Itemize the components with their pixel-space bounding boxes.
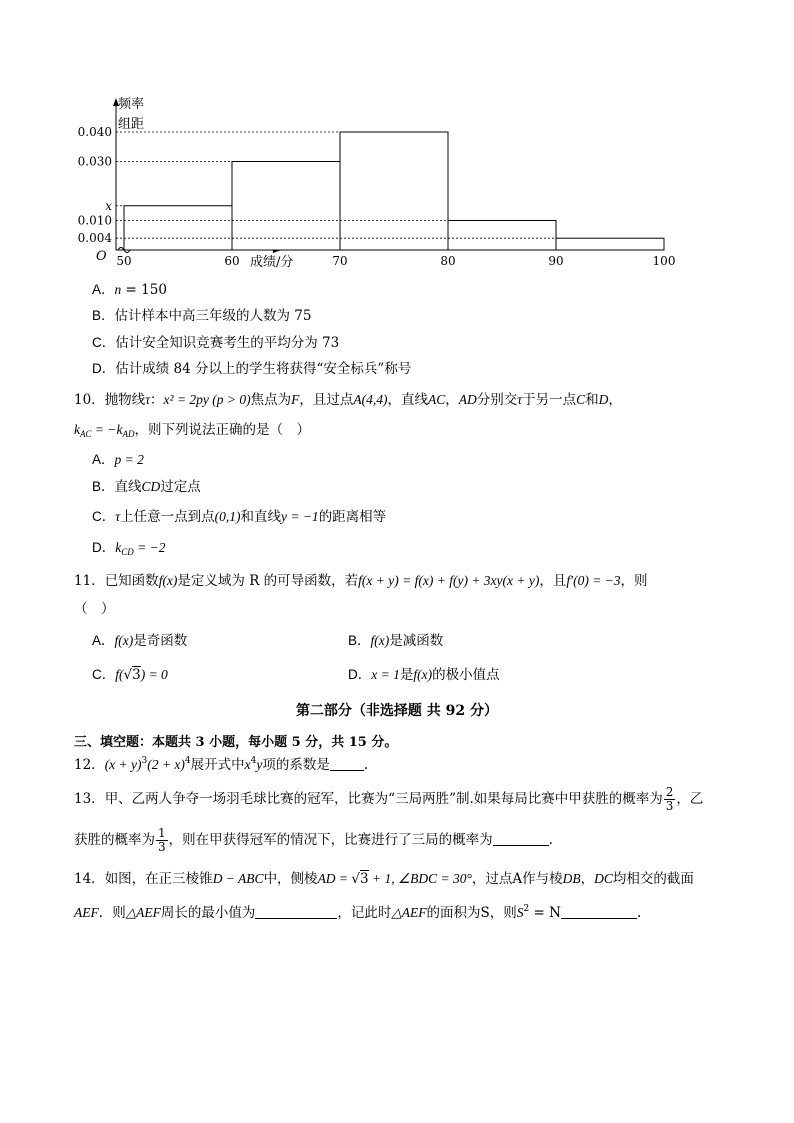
q12-text: 项的系数是 <box>262 757 330 773</box>
q10-option-d-label: D． <box>92 540 116 555</box>
q11-text: ，则 <box>620 573 648 589</box>
q12-expr2: (2 + x) <box>147 757 185 772</box>
x-tick-label: 100 <box>652 254 676 268</box>
q10-option-c-var: τ <box>115 509 121 524</box>
q11-option-c-label: C． <box>92 667 116 682</box>
q10-option-b-text: 过定点 <box>160 479 201 495</box>
q10-option-c-text: 的距离相等 <box>318 509 387 525</box>
y-tick-label: x <box>105 198 112 213</box>
q12-term-exp: 4 <box>250 756 257 766</box>
q11-option-c-text: ) = 0 <box>140 667 168 682</box>
q14-stem-line2 <box>74 900 641 922</box>
q11-option-a-f: f(x) <box>114 633 134 648</box>
q10-option-c-text: 和直线 <box>240 509 281 525</box>
q11-option-c: C．f(√3) = 0 <box>92 667 168 683</box>
q11-option-a <box>92 632 187 650</box>
chart-xlabel: 成绩/分 <box>250 255 294 270</box>
q10-text: 于另一点 <box>522 392 577 408</box>
q13-stem-line1 <box>74 786 703 813</box>
q14-section-aef: AEF <box>74 905 99 920</box>
chart-origin-label: O <box>96 249 107 264</box>
q11-option-d <box>348 666 500 684</box>
q14-edge-db: DB <box>562 871 581 886</box>
q14-number: 14． <box>74 871 105 887</box>
histogram-bar <box>232 162 340 251</box>
q13-text: ，则在甲获得冠军的情况下，比赛进行了三局的概率为 <box>168 832 493 848</box>
q9-option-c-label: C． <box>92 335 116 350</box>
q12-number: 12． <box>74 757 105 773</box>
q14-text: 中，侧棱 <box>263 871 318 887</box>
q13-text: 获胜的概率为 <box>74 832 155 848</box>
q14-triangle: △AEF <box>125 905 161 920</box>
q10-k-sub: AD <box>122 429 135 439</box>
q11-option-d-label: D． <box>348 667 372 682</box>
q10-option-b-label: B． <box>92 479 115 494</box>
q11-option-c-f: f( <box>115 667 124 682</box>
q13-end: . <box>548 832 553 848</box>
q10-point-c: C <box>576 392 586 407</box>
x-tick-label: 50 <box>116 254 132 268</box>
q10-parabola-eq: x² = 2py (p > 0) <box>163 392 251 407</box>
q10-option-b-var: CD <box>141 479 161 494</box>
q11-option-b <box>348 632 443 650</box>
q14-edge-dc: DC <box>594 871 613 886</box>
chart-ylabel-top: 频率 <box>118 97 145 112</box>
q10-line-ac: AC <box>428 392 446 407</box>
q14-area-s: S <box>480 905 490 921</box>
q9-option-a-text: = 150 <box>121 282 167 298</box>
q11-option-b-f: f(x) <box>370 633 390 648</box>
q12-term2: y <box>256 757 263 772</box>
q12-exp1: 3 <box>141 756 148 766</box>
q9-option-d-label: D． <box>92 361 116 376</box>
q10-option-a-text: p = 2 <box>114 452 144 467</box>
q14-angle-eq: + 1, ∠BDC = 30° <box>368 871 472 886</box>
q12-expr1: (x + y) <box>104 757 142 772</box>
x-tick-label: 60 <box>224 254 240 268</box>
q14-text: 如图，在正三棱锥 <box>104 871 213 887</box>
y-tick-label: 0.004 <box>77 231 112 246</box>
q10-option-d-sub: CD <box>121 547 134 557</box>
part2-title: 第二部分（非选择题 共 92 分） <box>295 703 499 719</box>
q10-point-d: D <box>598 392 609 407</box>
histogram-chart <box>70 92 676 272</box>
x-tick-label: 90 <box>548 254 564 268</box>
section3-header: 三、填空题：本题共 3 小题，每小题 5 分，共 15 分。 <box>74 735 398 750</box>
q10-line-ad: AD <box>458 392 477 407</box>
q11-text: 已知函数 <box>104 573 159 589</box>
q9-option-a <box>92 281 167 299</box>
q10-k-sub: AC <box>80 429 92 439</box>
y-tick-label: 0.040 <box>77 125 112 139</box>
q10-tau: τ <box>145 392 151 407</box>
q10-text: ，则下列说法正确的是（ ） <box>134 422 310 438</box>
q11-number: 11． <box>74 573 105 589</box>
q14-text: ．则 <box>98 905 126 921</box>
q11-option-d-x: x = 1 <box>371 667 400 682</box>
q12-term: x <box>244 757 251 772</box>
q10-text: ，且过点 <box>299 392 354 408</box>
q10-option-c <box>92 508 386 526</box>
q11-option-b-label: B． <box>348 633 371 648</box>
q10-option-b <box>92 478 201 496</box>
q14-stem-line1: 14．如图，在正三棱锥D − ABC中，侧棱AD = √3 + 1, ∠BDC = 30°，过点A作与棱DB，DC均相交的截面 <box>74 871 694 887</box>
q9-option-c-text: 估计安全知识竞赛考生的平均分为 73 <box>115 335 340 351</box>
q14-s-exp: 2 <box>523 904 530 914</box>
q11-option-d-f: f(x) <box>413 667 433 682</box>
q11-option-c-radicand: 3 <box>132 667 141 683</box>
q11-text: ，且 <box>539 573 567 589</box>
histogram-bar <box>340 132 448 250</box>
q10-k-eq: = −k <box>91 422 123 437</box>
histogram-bar <box>556 238 664 250</box>
q11-functional-eq: f(x + y) = f(x) + f(y) + 3xy(x + y) <box>358 573 540 588</box>
q14-end: . <box>636 905 642 921</box>
histogram-bar <box>124 206 232 250</box>
q11-fx: f(x) <box>158 573 178 588</box>
q14-text: ，过点 <box>471 871 513 887</box>
q11-option-b-text: 是减函数 <box>389 633 444 649</box>
q11-option-a-text: 是奇函数 <box>133 633 188 649</box>
q14-pyramid: D − ABC <box>212 871 264 886</box>
y-tick-label: 0.010 <box>77 213 112 228</box>
q10-text: ： <box>150 392 164 408</box>
q9-option-c <box>92 334 339 352</box>
q13-text: ，乙 <box>676 791 704 807</box>
q10-text: ， <box>608 392 622 408</box>
q12-text: 展开式中 <box>190 757 245 773</box>
q14-text: 均相交的截面 <box>612 871 694 887</box>
q10-option-d-k: k <box>115 540 122 555</box>
q11-condition: f′(0) = −3 <box>566 573 621 588</box>
q13-answer-blank[interactable] <box>493 831 549 846</box>
q12-end: . <box>363 757 369 773</box>
q14-text: ， <box>580 871 595 887</box>
q10-focus: F <box>291 392 300 407</box>
q14-ad-eq: AD = <box>317 871 352 886</box>
histogram-bar <box>448 221 556 251</box>
q10-text: 焦点为 <box>250 392 292 408</box>
q10-option-d-text: = −2 <box>133 540 166 555</box>
q11-stem-line2: （ ） <box>74 601 115 617</box>
q12-exp2: 4 <box>184 756 191 766</box>
q10-option-b-text: 直线 <box>114 479 142 495</box>
q10-k: k <box>74 422 80 437</box>
q10-point-a: A(4,4) <box>353 392 388 407</box>
q10-text: 和 <box>585 392 599 408</box>
q14-text: ，记此时 <box>337 905 392 921</box>
q11-option-d-text: 是 <box>399 667 414 683</box>
q10-stem-line1 <box>74 391 622 409</box>
q10-option-c-line: y = −1 <box>280 509 319 524</box>
q14-s-squared: S <box>516 905 524 920</box>
y-tick-label: 0.030 <box>77 154 112 169</box>
q11-option-d-text: 的极小值点 <box>432 667 500 683</box>
q13-fraction-1-3 <box>156 827 168 854</box>
q14-radicand: 3 <box>360 871 369 887</box>
q13-frac-num: 1 <box>158 826 166 840</box>
q9-option-b <box>92 307 312 325</box>
x-tick-label: 80 <box>440 254 456 268</box>
q10-number: 10． <box>74 392 105 408</box>
q10-option-d <box>92 539 166 561</box>
q10-text: 抛物线 <box>104 392 146 408</box>
q10-text: 分别交 <box>476 392 518 408</box>
q10-stem-line2 <box>74 421 310 443</box>
q14-point-a: A <box>512 871 523 887</box>
q13-frac-num: 2 <box>665 785 674 799</box>
q10-option-c-text: 上任意一点到点 <box>120 509 215 525</box>
q10-text: ，直线 <box>387 392 429 408</box>
q9-option-b-label: B． <box>92 308 115 323</box>
q13-text: 甲、乙两人争夺一场羽毛球比赛的冠军，比赛为“三局两胜”制.如果每局比赛中甲获胜的概率为 <box>104 791 663 807</box>
q14-text: ，则 <box>489 905 517 921</box>
q14-text: 作与棱 <box>522 871 563 887</box>
q9-option-a-var: n <box>114 282 122 297</box>
q12-stem <box>74 752 368 774</box>
chart-ylabel-bottom: 组距 <box>118 117 145 132</box>
q9-option-b-text: 估计样本中高三年级的人数为 75 <box>114 308 312 324</box>
x-tick-label: 70 <box>332 254 348 268</box>
q13-fraction-2-3 <box>664 786 676 813</box>
q14-n-blank[interactable] <box>561 904 637 919</box>
q11-option-a-label: A． <box>92 633 115 648</box>
q13-number: 13． <box>74 791 105 807</box>
q14-text: = N <box>529 905 561 921</box>
q12-answer-blank[interactable] <box>330 756 364 771</box>
q10-option-a-label: A． <box>92 452 115 467</box>
q9-option-d <box>92 360 411 378</box>
q10-option-c-label: C． <box>92 509 116 524</box>
q13-stem-line2 <box>74 827 553 854</box>
q10-option-c-point: (0,1) <box>214 509 241 524</box>
q14-perimeter-blank[interactable] <box>255 904 337 919</box>
q14-triangle: △AEF <box>391 905 427 920</box>
q14-text: 的面积为 <box>426 905 481 921</box>
q9-option-a-label: A． <box>92 282 115 297</box>
q13-frac-den: 3 <box>665 799 674 813</box>
q10-text: ， <box>445 392 459 408</box>
q11-text: 是定义域为 R 的可导函数，若 <box>177 573 359 589</box>
q11-stem-line1 <box>74 572 648 590</box>
q14-text: 周长的最小值为 <box>160 905 256 921</box>
q13-frac-den: 3 <box>158 840 166 854</box>
q10-option-a <box>92 451 144 469</box>
q9-option-d-text: 估计成绩 84 分以上的学生将获得“安全标兵”称号 <box>115 361 412 377</box>
q10-tau: τ <box>517 392 523 407</box>
